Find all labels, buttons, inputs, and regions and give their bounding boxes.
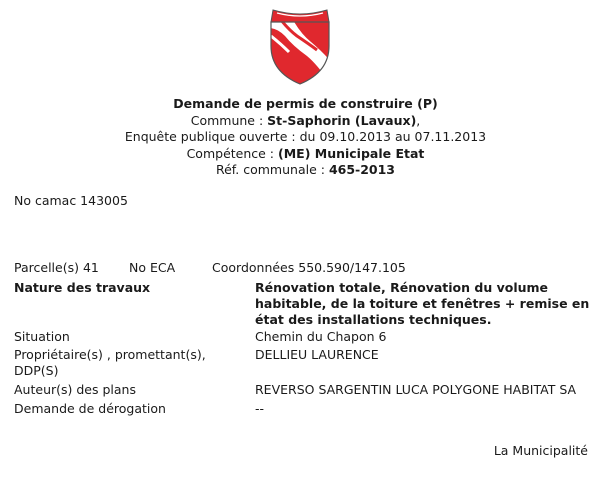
situation-value: Chemin du Chapon 6: [255, 329, 387, 344]
derogation-value: --: [255, 401, 265, 416]
commune-line: [0, 113, 611, 130]
derogation-label: Demande de dérogation: [14, 401, 166, 416]
parcel-number: Parcelle(s) 41: [14, 260, 99, 275]
competence-line: [0, 146, 611, 163]
camac-number: No camac 143005: [14, 193, 128, 208]
owner-label-line-2: DDP(S): [14, 363, 59, 378]
document-header: [0, 96, 611, 179]
competence-value: (ME) Municipale Etat: [278, 145, 425, 161]
reference-label: Réf. communale :: [215, 162, 329, 177]
nature-line-3: état des installations techniques.: [255, 312, 492, 327]
author-value: REVERSO SARGENTIN LUCA POLYGONE HABITAT SA: [255, 382, 577, 397]
coat-of-arms-icon: [267, 6, 333, 86]
enquete-line: Enquête publique ouverte : du 09.10.2013 au 07.11.2013: [124, 129, 487, 144]
document-title: Demande de permis de construire (P): [173, 96, 438, 111]
author-label: Auteur(s) des plans: [14, 382, 136, 397]
eca-number: No ECA: [129, 260, 176, 275]
situation-label: Situation: [14, 329, 70, 344]
nature-line-1: Rénovation totale, Rénovation du volume: [255, 280, 548, 295]
nature-line-2: habitable, de la toiture et fenêtres + remise en: [255, 296, 590, 311]
commune-suffix: ,: [416, 112, 421, 128]
signature: La Municipalité: [493, 443, 588, 458]
nature-value: [255, 280, 589, 328]
reference-line: [0, 162, 611, 179]
competence-label: Compétence :: [186, 145, 278, 161]
parcel-row: [14, 260, 406, 275]
owner-label: [14, 347, 206, 379]
owner-label-line-1: Propriétaire(s) , promettant(s),: [14, 347, 206, 362]
nature-label: Nature des travaux: [14, 280, 151, 295]
commune-label: Commune :: [190, 112, 268, 128]
commune-value: St-Saphorin (Lavaux): [267, 112, 417, 128]
reference-value: 465-2013: [328, 162, 396, 177]
coordinates: Coordonnées 550.590/147.105: [212, 260, 406, 275]
owner-value: DELLIEU LAURENCE: [255, 347, 379, 362]
